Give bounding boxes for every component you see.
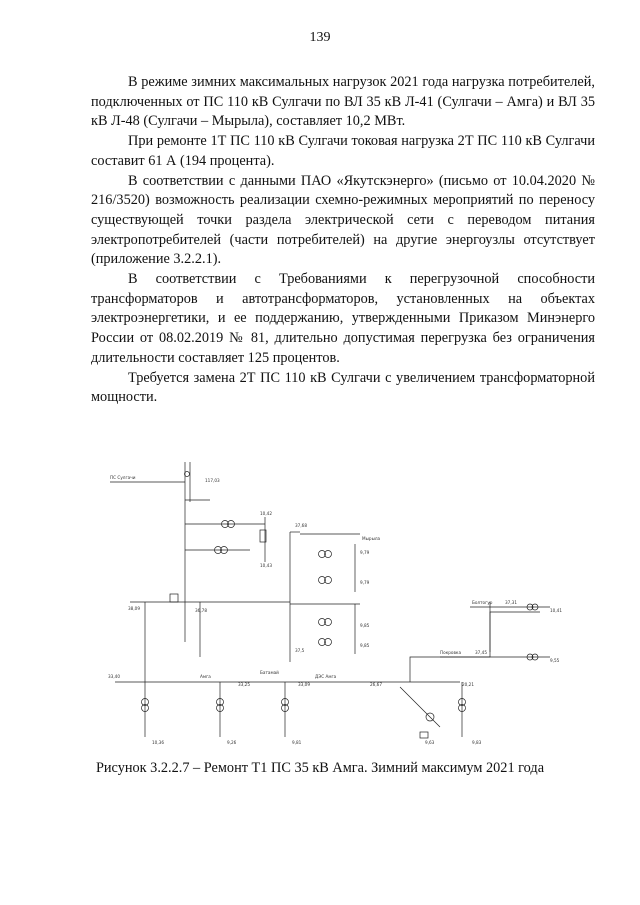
label-v15: 9,55 (550, 658, 560, 663)
label-v19: 26,67 (370, 682, 382, 687)
label-v20: 20,21 (462, 682, 474, 687)
label-v10: 9,85 (360, 623, 370, 628)
label-v8: 36,78 (195, 608, 207, 613)
label-v21: 10,36 (152, 740, 164, 745)
paragraph: В соответствии с данными ПАО «Якутскэнерго» (письмо от 10.04.2020 № 216/3520) возможность реализации схемно-режимных мероприятий по переносу существующей точки раздела электрической сети с переводом питания электропотребителей (части потребителей) на другие энергоузлы отсутствует (приложение 3.2.2.1). (91, 172, 595, 268)
label-v12: 37,31 (505, 600, 517, 605)
paragraph: При ремонте 1Т ПС 110 кВ Сулгачи токовая нагрузка 2Т ПС 110 кВ Сулгачи составит 61 А (194 процента). (91, 133, 595, 169)
label-v1: 117,03 (205, 478, 220, 483)
label-v9: 37,5 (295, 648, 305, 653)
label-v17: 33,25 (238, 682, 250, 687)
label-sulgachi: ПС Сулгачи (110, 475, 136, 480)
page-number: 139 (309, 30, 331, 45)
figure-caption: Рисунок 3.2.2.7 – Ремонт Т1 ПС 35 кВ Амга. Зимний максимум 2021 года (95, 760, 545, 776)
label-v6: 9,79 (360, 580, 370, 585)
label-v5: 9,79 (360, 550, 370, 555)
label-v22: 9,26 (227, 740, 237, 745)
body-text (91, 73, 595, 408)
label-myryla: Мырыла (362, 536, 381, 541)
label-v25: 9,83 (472, 740, 482, 745)
paragraph: В соответствии с Требованиями к перегрузочной способности трансформаторов и автотрансформаторов, установленных на объектах электроэнергетики, и ее поддержанию, утвержденными Приказом Минэнерго России от 08.02.2019 № 81, длительно допустимая перегрузка без ограничения длительности составляет 125 процентов. (91, 271, 595, 366)
label-v16: 33,40 (108, 674, 120, 679)
label-v24: 9,63 (425, 740, 435, 745)
paragraph: Требуется замена 2Т ПС 110 кВ Сулгачи с увеличением трансформаторной мощности. (91, 369, 595, 406)
single-line-diagram (100, 462, 570, 758)
label-v7: 38,09 (128, 606, 140, 611)
label-v4: 37,68 (295, 523, 307, 528)
label-v14: 37,45 (475, 650, 487, 655)
label-v3: 10,43 (260, 563, 272, 568)
label-pokrovka: Покровка (440, 650, 462, 655)
label-des-amga: ДЭС Амга (315, 674, 337, 679)
label-batamay: Батамай (260, 670, 279, 675)
label-v23: 9,81 (292, 740, 302, 745)
label-v2: 10,42 (260, 511, 272, 516)
label-amga-bus: Амга (200, 674, 211, 679)
paragraph: В режиме зимних максимальных нагрузок 2021 года нагрузка потребителей, подключенных от ПС 110 кВ Сулгачи по ВЛ 35 кВ Л-41 (Сулгачи – Амга) и ВЛ 35 кВ Л-48 (Сулгачи – Мырыла), составляет 10,2 МВт. (91, 74, 595, 130)
label-v13: 10,41 (550, 608, 562, 613)
label-boltogur: Болтогур (472, 600, 493, 605)
label-v18: 33,09 (298, 682, 310, 687)
label-v11: 9,85 (360, 643, 370, 648)
